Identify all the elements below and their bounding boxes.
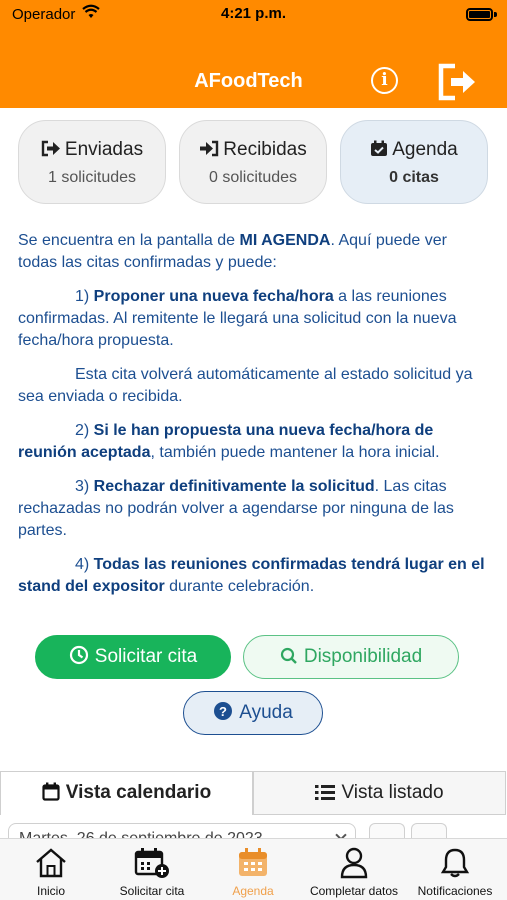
bell-icon bbox=[440, 847, 470, 879]
status-time: 4:21 p.m. bbox=[220, 5, 287, 22]
app-header bbox=[0, 0, 507, 108]
info-icon[interactable]: i bbox=[371, 67, 398, 94]
ayuda-button[interactable]: ? Ayuda bbox=[183, 691, 323, 735]
carrier-label: Operador bbox=[12, 6, 76, 23]
instruction-intro: Se encuentra en la pantalla de MI AGENDA. Aquí puede ver todas las citas confirmadas y puede: bbox=[18, 232, 447, 271]
tabbar-item-completar-datos[interactable]: Completar datos bbox=[314, 839, 394, 900]
status-bar bbox=[0, 0, 507, 30]
tabbar-item-notificaciones[interactable]: Notificaciones bbox=[415, 839, 495, 900]
tabbar-item-inicio[interactable]: Inicio bbox=[11, 839, 91, 900]
battery-tip bbox=[494, 12, 497, 17]
svg-text:?: ? bbox=[219, 704, 228, 719]
tabbar-item-solicitar-cita[interactable]: Solicitar cita bbox=[112, 839, 192, 900]
list-icon bbox=[315, 784, 335, 801]
calendar-icon bbox=[237, 847, 269, 879]
battery-icon bbox=[466, 8, 493, 21]
instruction-item-2: 2) Si le han propuesta una nueva fecha/hora de reunión aceptada, también puede mantener la hora inicial. bbox=[18, 422, 440, 461]
card-enviadas[interactable] bbox=[18, 120, 166, 204]
card-agenda-count: 0 citas bbox=[389, 169, 439, 186]
card-agenda[interactable] bbox=[340, 120, 488, 204]
clock-icon bbox=[69, 645, 89, 665]
solicitar-cita-button[interactable]: Solicitar cita bbox=[35, 635, 231, 679]
home-icon bbox=[34, 847, 68, 879]
send-icon bbox=[41, 140, 61, 157]
card-recibidas-count: 0 solicitudes bbox=[208, 169, 298, 186]
card-recibidas-title: Recibidas bbox=[223, 139, 307, 160]
user-icon bbox=[339, 847, 369, 879]
tab-vista-listado[interactable]: Vista listado bbox=[253, 771, 506, 815]
summary-cards bbox=[0, 108, 507, 218]
tabbar-item-agenda[interactable]: Agenda bbox=[213, 839, 293, 900]
app-title: AFoodTech bbox=[194, 70, 303, 92]
tab-vista-calendario[interactable]: Vista calendario bbox=[0, 771, 253, 815]
bottom-tab-bar bbox=[0, 838, 507, 900]
search-icon bbox=[280, 647, 298, 665]
instruction-item-3: 3) Rechazar definitivamente la solicitud. Las citas rechazadas no podrán volver a agendarse por ninguna de las partes. bbox=[18, 478, 454, 539]
card-enviadas-title: Enviadas bbox=[64, 139, 144, 160]
receive-icon bbox=[199, 140, 219, 157]
instruction-item-1: 1) Proponer una nueva fecha/hora a las reuniones confirmadas. Al remitente le llegará una solicitud con la nueva fecha/hora propuesta. bbox=[18, 288, 457, 349]
calendar-check-icon bbox=[370, 140, 388, 157]
card-agenda-title: Agenda bbox=[392, 139, 458, 160]
disponibilidad-button[interactable]: Disponibilidad bbox=[243, 635, 459, 679]
instruction-note: Esta cita volverá automáticamente al estado solicitud ya sea enviada o recibida. bbox=[18, 366, 473, 405]
calendar-icon bbox=[42, 782, 60, 801]
instruction-item-4: 4) Todas las reuniones confirmadas tendrá lugar en el stand del expositor durante celebración. bbox=[18, 556, 485, 595]
logout-icon[interactable] bbox=[437, 63, 477, 101]
card-enviadas-count: 1 solicitudes bbox=[47, 169, 137, 186]
calendar-add-icon bbox=[134, 847, 170, 879]
card-recibidas[interactable] bbox=[179, 120, 327, 204]
help-icon bbox=[213, 701, 233, 721]
